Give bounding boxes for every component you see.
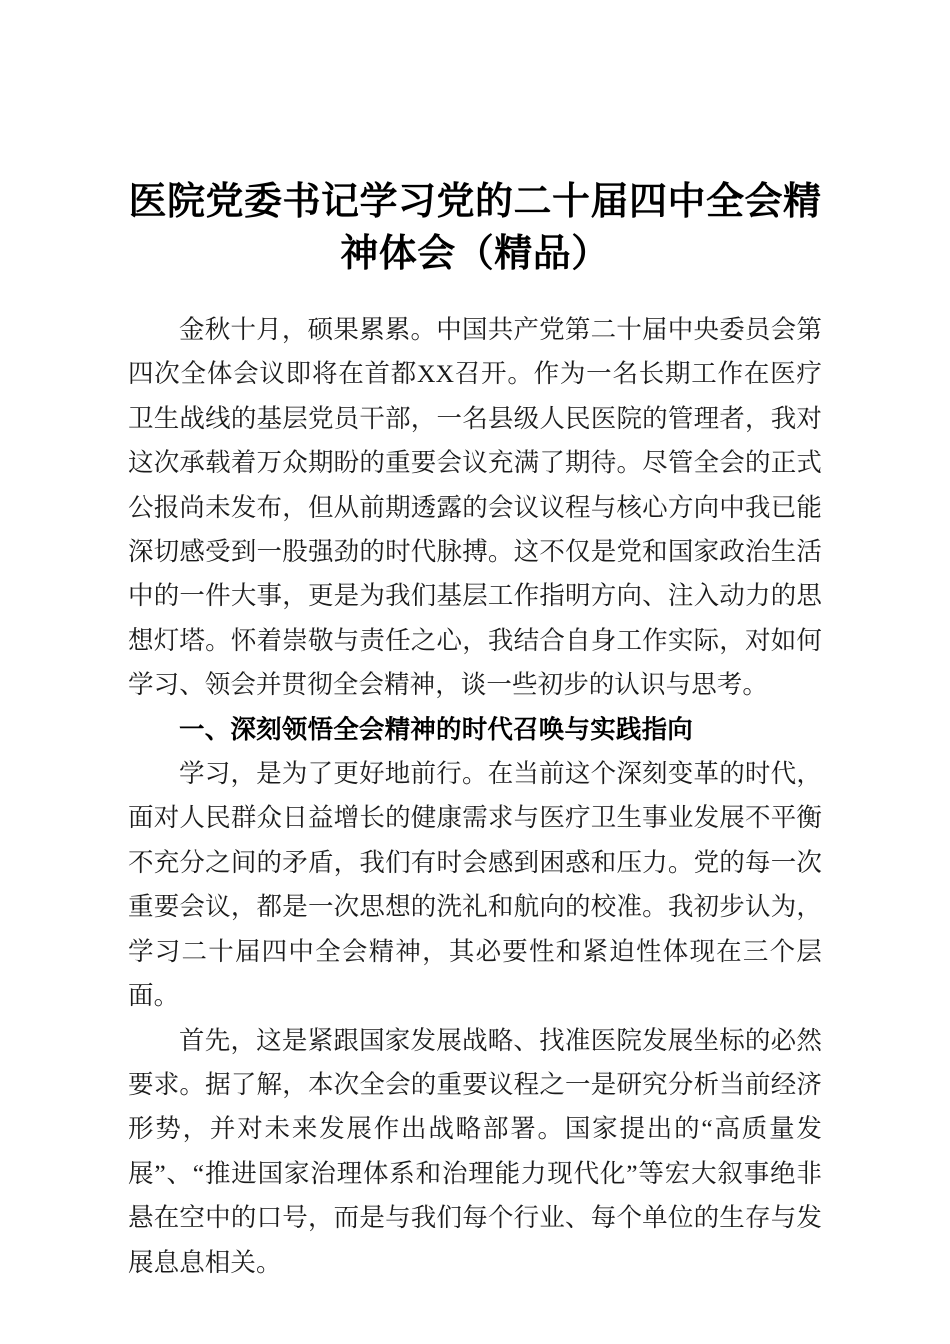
document-content-column bbox=[128, 0, 822, 1285]
section-1-paragraph-2: 首先，这是紧跟国家发展战略、找准医院发展坐标的必然要求。据了解，本次全会的重要议程之一是研究分析当前经济形势，并对未来发展作出战略部署。国家提出的“高质量发展”、“推进国家治理体系和治理能力现代化”等宏大叙事绝非悬在空中的口号，而是与我们每个行业、每个单位的生存与发展息息相关。 bbox=[128, 1025, 822, 1277]
section-heading-1: 一、深刻领悟全会精神的时代召唤与实践指向 bbox=[179, 715, 694, 744]
section-1-paragraph-1: 学习，是为了更好地前行。在当前这个深刻变革的时代，面对人民群众日益增长的健康需求与医疗卫生事业发展不平衡不充分之间的矛盾，我们有时会感到困惑和压力。党的每一次重要会议，都是一次思想的洗礼和航向的校准。我初步认为，学习二十届四中全会精神，其必要性和紧迫性体现在三个层面。 bbox=[128, 759, 822, 1011]
page-title: 医院党委书记学习党的二十届四中全会精神体会（精品） bbox=[128, 181, 822, 275]
intro-paragraph: 金秋十月，硕果累累。中国共产党第二十届中央委员会第四次全体会议即将在首都XX召开。作为一名长期工作在医疗卫生战线的基层党员干部，一名县级人民医院的管理者，我对这次承载着万众期盼的重要会议充满了期待。尽管全会的正式公报尚未发布，但从前期透露的会议议程与核心方向中我已能深切感受到一股强劲的时代脉搏。这不仅是党和国家政治生活中的一件大事，更是为我们基层工作指明方向、注入动力的思想灯塔。怀着崇敬与责任之心，我结合自身工作实际，对如何学习、领会并贯彻全会精神，谈一些初步的认识与思考。 bbox=[128, 315, 822, 700]
